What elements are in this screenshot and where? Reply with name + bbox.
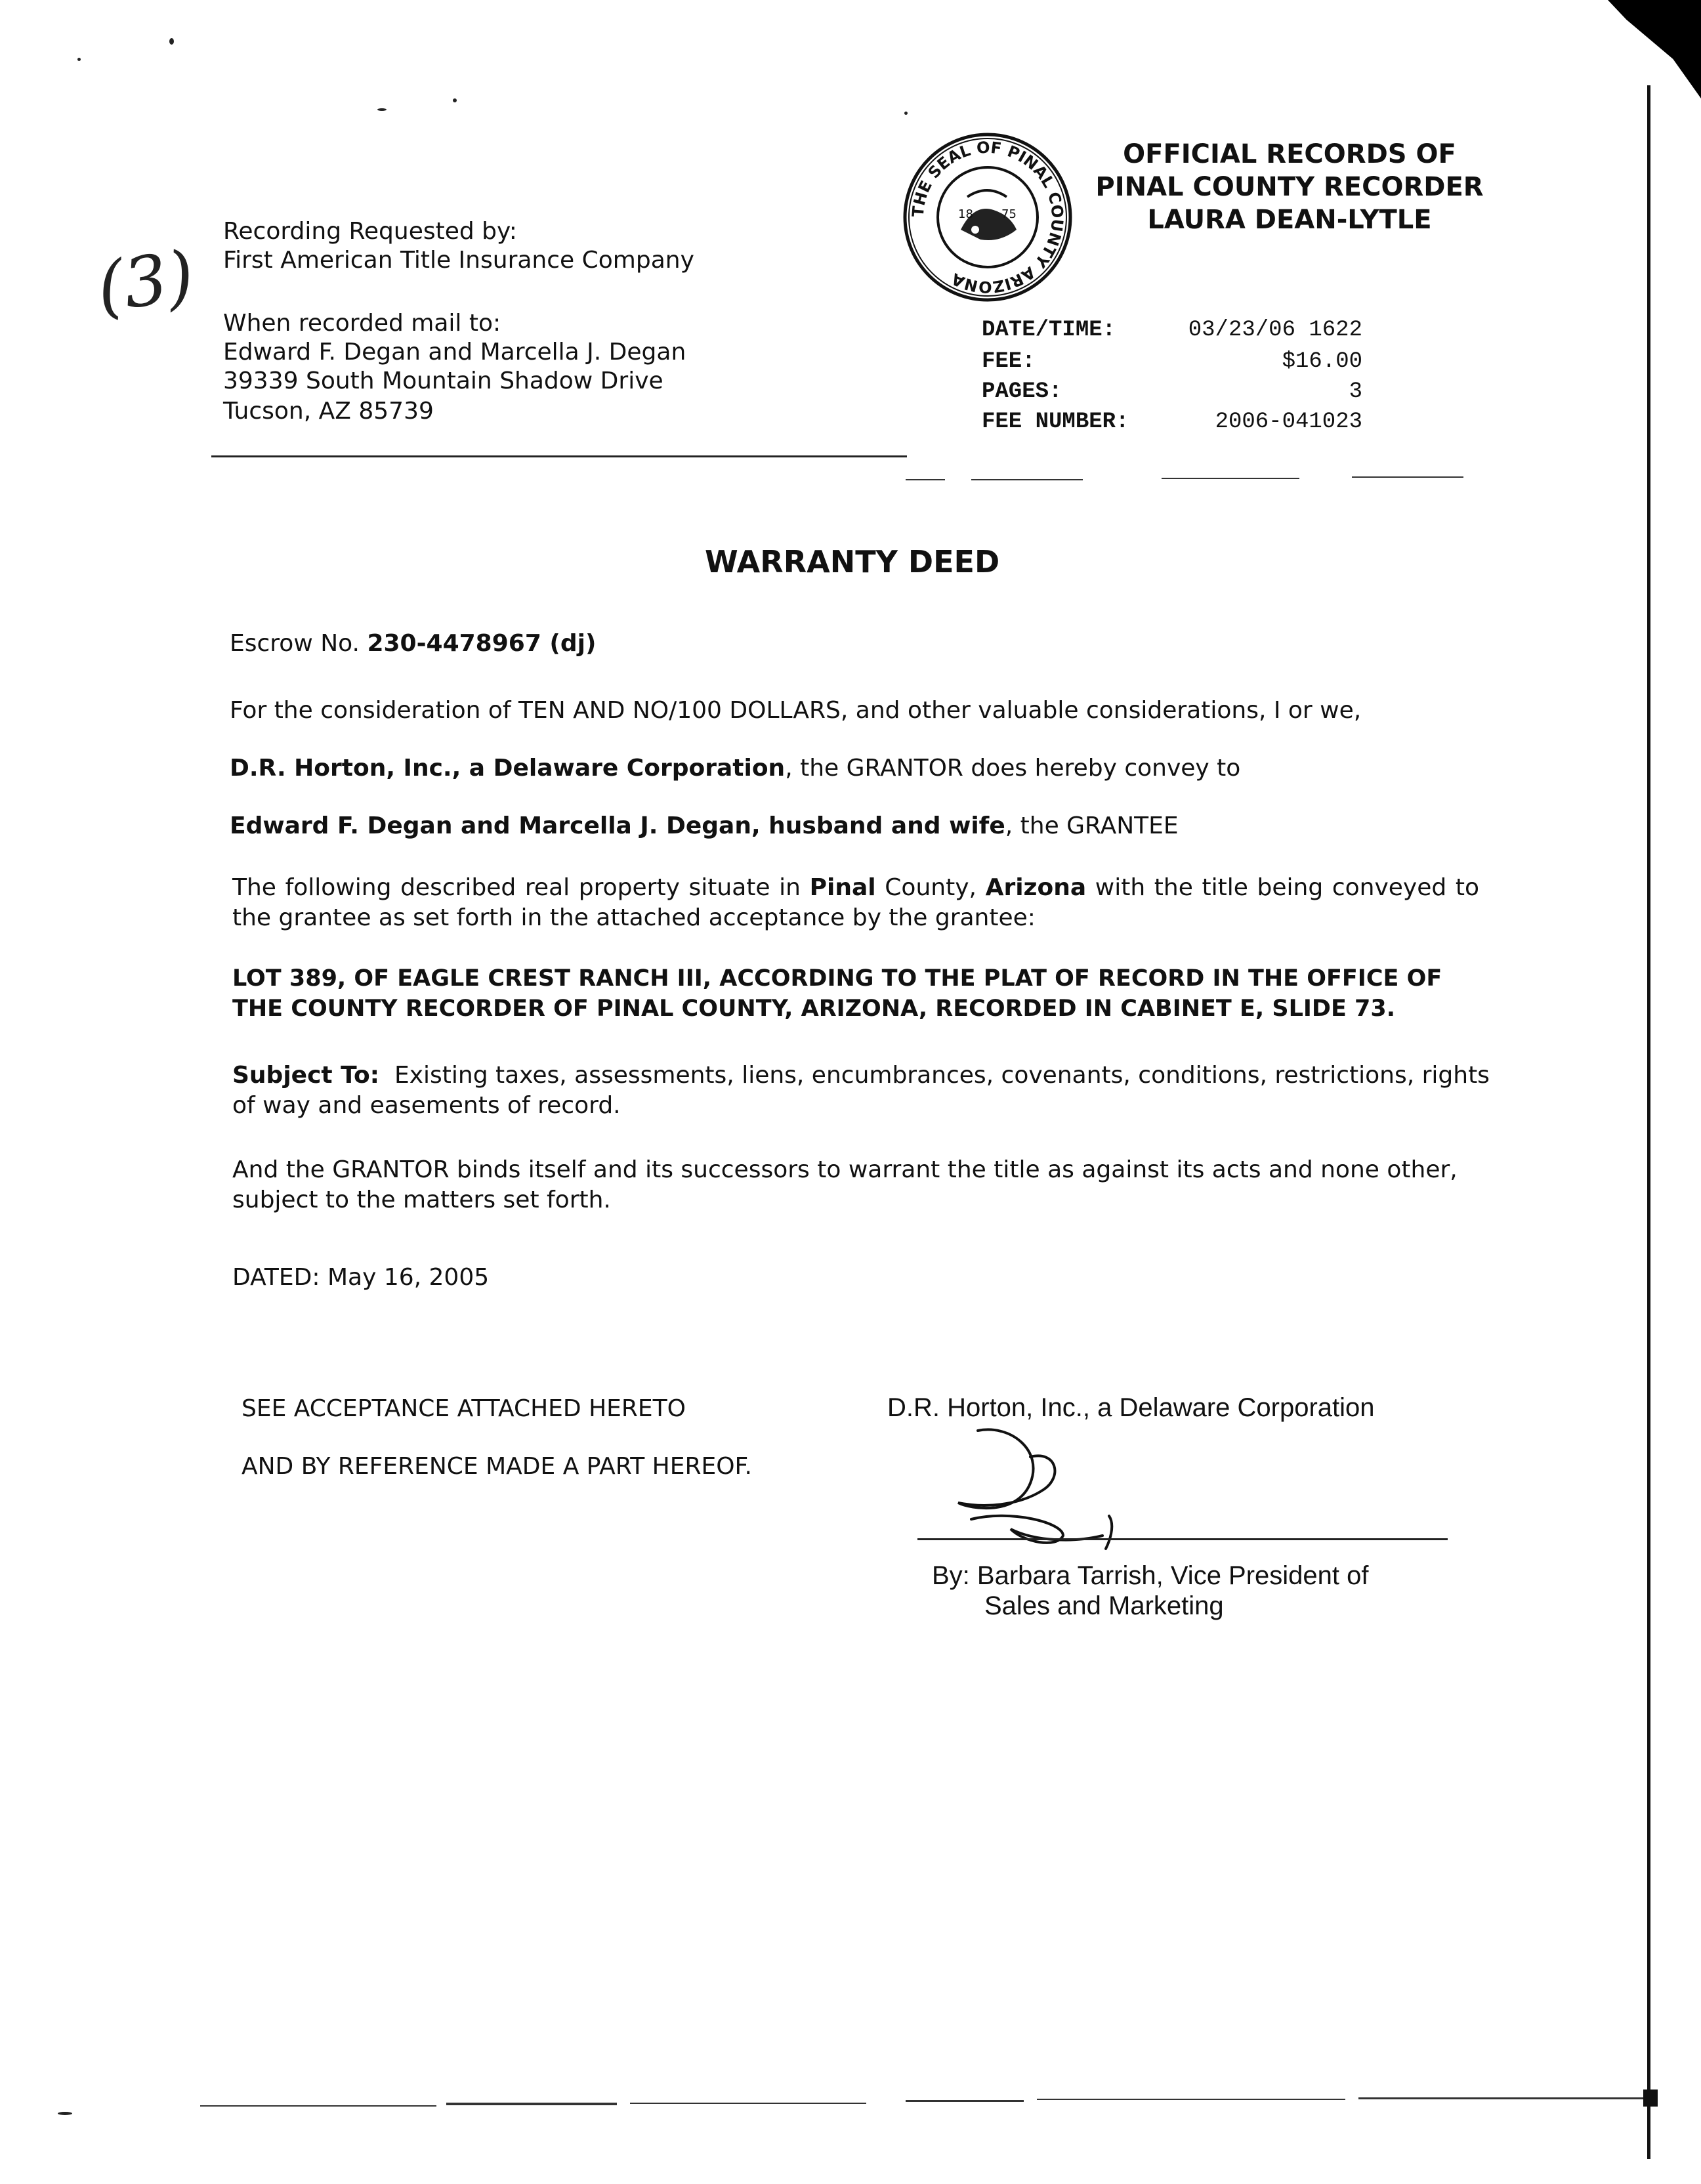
datetime-row	[982, 318, 1362, 349]
bottom-scan-line	[906, 2100, 1024, 2102]
address-rule	[211, 455, 907, 457]
header-separator	[971, 479, 1083, 480]
grantee-name: Edward F. Degan and Marcella J. Degan, husband and wife	[230, 812, 1005, 839]
recorder-heading	[1076, 138, 1503, 236]
warranty-clause: And the GRANTOR binds itself and its successors to warrant the title as against its acts and none other, subject to the matters set forth.	[232, 1156, 1458, 1213]
pages-row	[982, 379, 1362, 410]
escrow-number: 230-4478967 (dj)	[367, 630, 597, 657]
scan-edge-dark	[1608, 0, 1701, 98]
grantor-suffix: , the GRANTOR does hereby convey to	[785, 755, 1241, 782]
county-seal	[902, 131, 1074, 303]
record-info	[982, 318, 1362, 440]
recorder-line-3: LAURA DEAN-LYTLE	[1147, 205, 1432, 235]
property-pre: The following described real property situate in	[232, 874, 810, 901]
header-separator	[1162, 478, 1299, 479]
recorder-line-2: PINAL COUNTY RECORDER	[1095, 172, 1484, 202]
grantee-suffix: , the GRANTEE	[1005, 812, 1179, 839]
bottom-scan-line	[1037, 2099, 1345, 2100]
fee-value: $16.00	[1282, 349, 1362, 374]
svg-text:THE SEAL OF PINAL COUNTY ARIZO: THE SEAL OF PINAL COUNTY ARIZONA	[908, 138, 1067, 297]
signature-title-line-2: Sales and Marketing	[984, 1591, 1224, 1620]
mail-to-street: 39339 South Mountain Shadow Drive	[223, 368, 663, 394]
signature-company: D.R. Horton, Inc., a Delaware Corporation	[887, 1393, 1375, 1422]
scan-speck	[904, 112, 908, 115]
mail-to-city: Tucson, AZ 85739	[223, 398, 434, 425]
scan-speck	[169, 38, 174, 45]
bottom-scan-block	[1643, 2090, 1658, 2107]
escrow-line	[230, 629, 596, 658]
acceptance-line-2: AND BY REFERENCE MADE A PART HEREOF.	[242, 1453, 752, 1480]
property-county: Pinal	[809, 874, 876, 901]
header-separator	[906, 479, 945, 480]
scan-speck	[77, 58, 81, 61]
svg-text:75: 75	[1001, 207, 1017, 221]
datetime-value: 03/23/06 1622	[1188, 318, 1362, 343]
recording-requested-label: Recording Requested by:	[223, 218, 517, 245]
property-state: Arizona	[985, 874, 1087, 901]
signature-rule	[917, 1538, 1448, 1540]
bottom-scan-line	[630, 2103, 866, 2104]
fee-number-value: 2006-041023	[1215, 410, 1362, 434]
mail-to-label: When recorded mail to:	[223, 310, 501, 337]
recording-requested-by: First American Title Insurance Company	[223, 247, 694, 274]
handwritten-mark: (3)	[92, 235, 200, 328]
svg-text:18: 18	[958, 207, 973, 221]
legal-description-line-1: LOT 389, OF EAGLE CREST RANCH III, ACCORDING TO THE PLAT OF RECORD IN THE OFFICE OF	[232, 965, 1442, 992]
mail-to-name: Edward F. Degan and Marcella J. Degan	[223, 339, 686, 366]
property-post: with the title being conveyed to the grantee as set forth in the attached acceptance by the grantee:	[232, 874, 1480, 931]
acceptance-line-1: SEE ACCEPTANCE ATTACHED HERETO	[242, 1395, 686, 1422]
header-separator	[1352, 476, 1463, 478]
fee-number-row	[982, 410, 1362, 440]
property-paragraph	[232, 873, 1479, 933]
bottom-scan-line	[200, 2105, 436, 2107]
document-title: WARRANTY DEED	[705, 544, 1000, 579]
scan-edge-line	[1647, 85, 1650, 2159]
scan-speck	[377, 108, 387, 111]
bottom-scan-line	[446, 2103, 617, 2105]
property-mid: County,	[875, 874, 986, 901]
pages-value: 3	[1349, 379, 1362, 404]
consideration-text: For the consideration of TEN AND NO/100 DOLLARS, and other valuable considerations, I or we,	[230, 697, 1362, 724]
scan-speck	[453, 98, 457, 102]
scan-speck	[58, 2112, 72, 2115]
grantor-name: D.R. Horton, Inc., a Delaware Corporation	[230, 755, 786, 782]
bottom-scan-line	[1358, 2097, 1647, 2099]
grantor-line	[230, 753, 1240, 783]
signature-by-line: By: Barbara Tarrish, Vice President of	[932, 1561, 1369, 1590]
legal-description-line-2: THE COUNTY RECORDER OF PINAL COUNTY, ARIZONA, RECORDED IN CABINET E, SLIDE 73.	[232, 996, 1396, 1022]
pages-label: PAGES:	[982, 379, 1062, 404]
escrow-label: Escrow No.	[230, 630, 360, 657]
fee-number-label: FEE NUMBER:	[982, 410, 1129, 434]
fee-row	[982, 349, 1362, 379]
recorder-line-1: OFFICIAL RECORDS OF	[1123, 139, 1456, 169]
fee-label: FEE:	[982, 349, 1036, 374]
dated-line: DATED: May 16, 2005	[232, 1264, 490, 1291]
datetime-label: DATE/TIME:	[982, 318, 1116, 343]
grantee-line	[230, 811, 1179, 841]
subject-to-label: Subject To:	[232, 1062, 380, 1089]
subject-to-paragraph	[232, 1060, 1492, 1121]
subject-to-text: Existing taxes, assessments, liens, encumbrances, covenants, conditions, restrictions, rights of way and easements of record.	[232, 1062, 1490, 1119]
